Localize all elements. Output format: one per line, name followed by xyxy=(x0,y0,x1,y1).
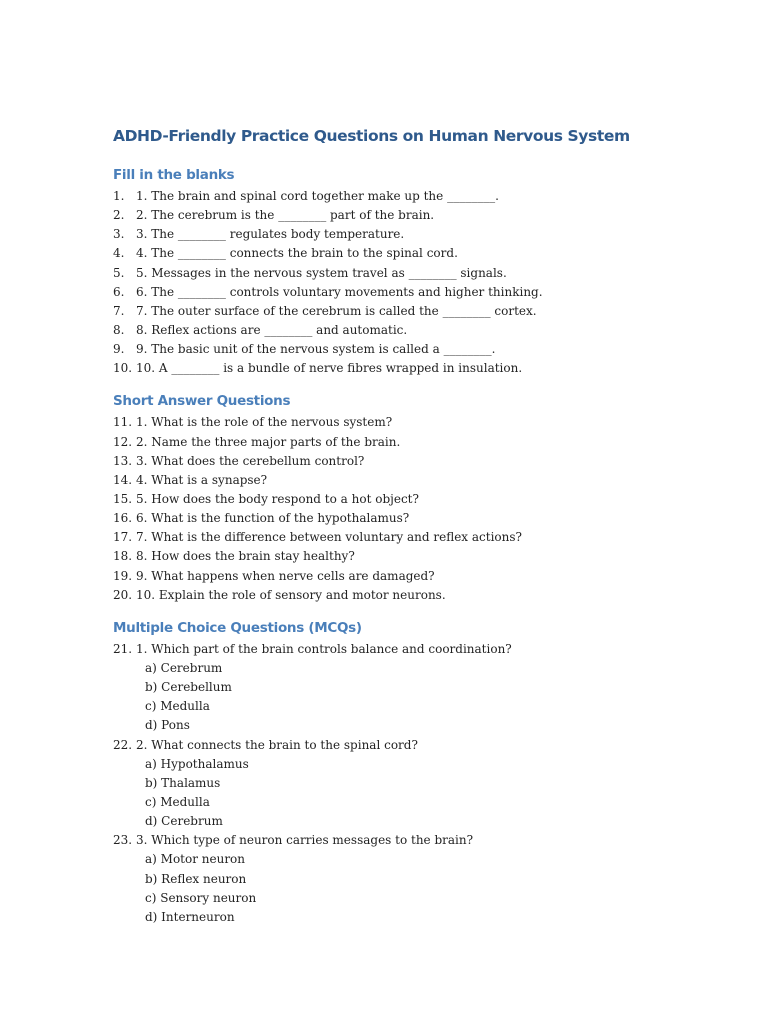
item-text: 2. The cerebrum is the ________ part of the brain. xyxy=(136,208,435,223)
item-text: 2. Name the three major parts of the brain. xyxy=(136,434,401,449)
list-item xyxy=(113,452,733,471)
answer-option: c) Medulla xyxy=(145,699,210,714)
list-item xyxy=(113,586,733,605)
item-text: 1. What is the role of the nervous system? xyxy=(136,415,393,430)
list-item xyxy=(113,244,733,263)
mcq-list xyxy=(113,640,733,927)
item-number: 3. xyxy=(113,227,125,242)
item-number: 12. xyxy=(113,434,133,449)
item-text: 5. How does the body respond to a hot object? xyxy=(136,491,419,506)
answer-option: d) Pons xyxy=(145,718,190,733)
item-text: 7. What is the difference between voluntary and reflex actions? xyxy=(136,530,522,545)
item-number: 4. xyxy=(113,246,125,261)
list-item xyxy=(113,225,733,244)
item-number: 1. xyxy=(113,189,125,203)
item-number: 17. xyxy=(113,530,133,545)
item-text: 3. The ________ regulates body temperature. xyxy=(136,227,405,242)
item-text: 8. Reflex actions are ________ and automatic. xyxy=(136,322,408,337)
item-text: 6. The ________ controls voluntary movements and higher thinking. xyxy=(136,284,543,299)
fill-blanks-list xyxy=(113,187,733,378)
list-item xyxy=(113,283,733,302)
item-number: 13. xyxy=(113,453,133,468)
item-text: 5. Messages in the nervous system travel as ________ signals. xyxy=(136,265,507,280)
short-answer-list xyxy=(113,413,733,604)
item-number: 9. xyxy=(113,342,125,357)
item-text: 9. The basic unit of the nervous system is called a ________. xyxy=(136,342,496,357)
document-title: ADHD-Friendly Practice Questions on Human Nervous System xyxy=(113,127,630,145)
mcq-question xyxy=(113,640,733,736)
item-text: 10. A ________ is a bundle of nerve fibres wrapped in insulation. xyxy=(136,361,523,376)
list-item xyxy=(113,831,733,850)
list-item xyxy=(113,567,733,586)
item-number: 14. xyxy=(113,472,133,487)
item-text: 3. What does the cerebellum control? xyxy=(136,453,365,468)
item-number: 10. xyxy=(113,361,133,376)
list-item xyxy=(113,547,733,566)
item-number: 2. xyxy=(113,208,125,223)
answer-option: c) Sensory neuron xyxy=(145,890,257,905)
item-text: 2. What connects the brain to the spinal cord? xyxy=(136,737,418,752)
item-number: 6. xyxy=(113,284,125,299)
item-number: 15. xyxy=(113,491,133,506)
list-item xyxy=(113,302,733,321)
short-answer-heading: Short Answer Questions xyxy=(113,393,291,410)
item-number: 5. xyxy=(113,265,125,280)
item-number: 16. xyxy=(113,511,133,526)
list-item xyxy=(113,206,733,225)
item-text: 1. Which part of the brain controls balance and coordination? xyxy=(136,641,512,656)
item-text: 3. Which type of neuron carries messages to the brain? xyxy=(136,833,474,848)
list-item xyxy=(113,321,733,340)
item-number: 22. xyxy=(113,737,133,752)
item-number: 18. xyxy=(113,549,133,564)
item-text: 6. What is the function of the hypothalamus? xyxy=(136,511,410,526)
item-text: 9. What happens when nerve cells are damaged? xyxy=(136,568,435,583)
list-item xyxy=(113,471,733,490)
item-number: 7. xyxy=(113,303,125,318)
item-number: 8. xyxy=(113,322,125,337)
answer-option: d) Interneuron xyxy=(145,909,235,924)
fill-blanks-heading: Fill in the blanks xyxy=(113,167,235,183)
answer-option: b) Thalamus xyxy=(145,775,221,790)
document-page xyxy=(113,124,733,927)
answer-option: a) Motor neuron xyxy=(145,852,246,867)
item-text: 1. The brain and spinal cord together make up the ________. xyxy=(136,189,499,203)
item-number: 11. xyxy=(113,415,133,430)
answer-option: a) Hypothalamus xyxy=(145,756,249,771)
mcq-question xyxy=(113,736,733,832)
list-item xyxy=(113,359,733,378)
answer-option: b) Cerebellum xyxy=(145,680,232,695)
item-text: 4. What is a synapse? xyxy=(136,472,268,487)
list-item xyxy=(113,187,733,206)
item-number: 21. xyxy=(113,641,133,656)
item-number: 20. xyxy=(113,587,133,602)
list-item xyxy=(113,264,733,283)
list-item xyxy=(113,340,733,359)
answer-option: a) Cerebrum xyxy=(145,660,223,675)
list-item xyxy=(113,433,733,452)
list-item xyxy=(113,528,733,547)
item-text: 4. The ________ connects the brain to the spinal cord. xyxy=(136,246,458,261)
item-text: 7. The outer surface of the cerebrum is called the ________ cortex. xyxy=(136,303,537,318)
item-text: 10. Explain the role of sensory and motor neurons. xyxy=(136,587,446,602)
item-text: 8. How does the brain stay healthy? xyxy=(136,549,355,564)
list-item xyxy=(113,640,733,659)
answer-option: b) Reflex neuron xyxy=(145,871,247,886)
list-item xyxy=(113,413,733,432)
list-item xyxy=(113,490,733,509)
item-number: 23. xyxy=(113,833,133,848)
mcq-question xyxy=(113,831,733,927)
mcq-heading: Multiple Choice Questions (MCQs) xyxy=(113,619,362,636)
list-item xyxy=(113,736,733,755)
list-item xyxy=(113,509,733,528)
answer-option: c) Medulla xyxy=(145,794,210,809)
item-number: 19. xyxy=(113,568,133,583)
answer-option: d) Cerebrum xyxy=(145,814,223,829)
